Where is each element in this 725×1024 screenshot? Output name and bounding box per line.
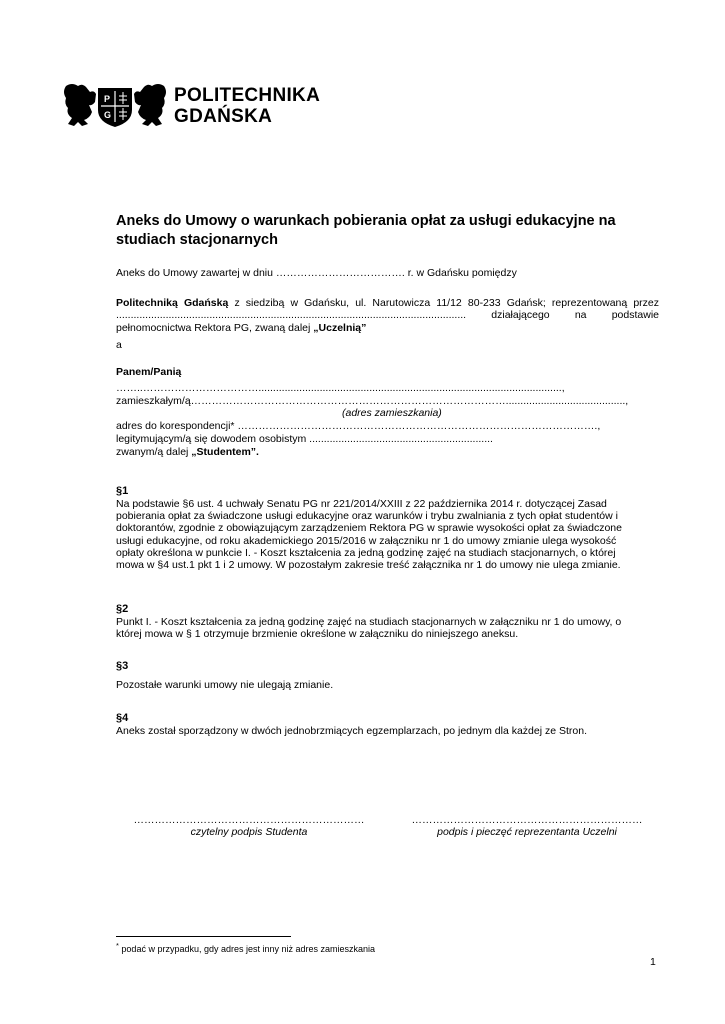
party1-line3 — [116, 322, 366, 334]
section1-line: opłaty określona w punkcie I. - Koszt kształcenia za jedną godzinę zajęć na studiach stacjonarnych, o której — [116, 546, 616, 559]
section4-body: Aneks został sporządzony w dwóch jednobrzmiących egzemplarzach, po jednym dla każdej ze Stron. — [116, 725, 587, 737]
party1-alias: „Uczelnią” — [313, 322, 367, 334]
section4-heading: §4 — [116, 712, 129, 724]
logo-text — [174, 85, 320, 127]
logo-line1: POLITECHNIKA — [174, 85, 321, 106]
section1-line: usługi edukacyjne, od roku akademickiego 2015/2016 w załączniku nr 1 do umowy zmianie ulega wysokość — [116, 534, 617, 547]
party1-line1-rest: z siedzibą w Gdańsku, ul. Narutowicza 11/12 80-233 Gdańsk; reprezentowaną przez — [228, 297, 659, 309]
student-signature-line: ………………………………………………………… — [133, 814, 365, 826]
party2-alias-line — [116, 446, 259, 458]
party1-line2: ........................................................................................................................ działającego na podstawie — [116, 309, 659, 321]
section3-heading: §3 — [116, 660, 129, 672]
logo-line2: GDAŃSKA — [174, 106, 273, 127]
party1-name: Politechniką Gdańską — [116, 297, 229, 309]
student-signature-label: czytelny podpis Studenta — [190, 826, 308, 838]
footnote-text: podać w przypadku, gdy adres jest inny niż adres zamieszkania — [118, 944, 376, 954]
footnote — [116, 941, 375, 954]
section2-line: Punkt I. - Koszt kształcenia za jedną godzinę zajęć na studiach stacjonarnych w załączniku nr 1 do umowy, o — [116, 616, 622, 628]
section2-line: której mowa w § 1 otrzymuje brzmienie określone w załączniku do niniejszego aneksu. — [116, 628, 519, 641]
party2-name-line: ……..……………………………........................................................................................................, — [116, 382, 565, 394]
intro-line: Aneks do Umowy zawartej w dniu ………………………………. r. w Gdańsku pomiędzy — [116, 267, 517, 279]
university-signature-line: ………………………………………………………… — [411, 814, 643, 826]
party1-line3-pre: pełnomocnictwa Rektora PG, zwaną dalej — [116, 322, 314, 334]
footnote-separator — [116, 936, 291, 937]
section2-heading: §2 — [116, 603, 129, 615]
page-number: 1 — [650, 956, 656, 968]
university-signature-label: podpis i pieczęć reprezentanta Uczelni — [437, 826, 617, 838]
svg-text:P: P — [104, 94, 111, 104]
footnote-mark: * — [116, 941, 119, 950]
section1-body — [116, 498, 656, 571]
section1-line: pobierania opłat za świadczone usługi edukacyjne oraz warunków i trybu zwalniania z tych opłat studentów i — [116, 510, 618, 523]
party1-line1 — [116, 297, 659, 309]
id-line: legitymującym/ą się dowodem osobistym ............................................................... — [116, 433, 493, 445]
address-caption: (adres zamieszkania) — [342, 407, 442, 419]
section1-heading: §1 — [116, 485, 129, 497]
party2-address-line: zamieszkałym/ą………………………………………………………………………………........................................., — [116, 395, 629, 407]
section3-body: Pozostałe warunki umowy nie ulegają zmianie. — [116, 679, 334, 691]
section2-body — [116, 616, 656, 640]
section1-line: Na podstawie §6 ust. 4 uchwały Senatu PG nr 221/2014/XXIII z 22 października 2014 r. dotyczącej Zasad — [116, 498, 607, 510]
party2-heading: Panem/Panią — [116, 366, 182, 378]
pg-emblem-icon — [62, 80, 168, 135]
correspondence-line: adres do korespondencji* …………………………………………………………………………………………., — [116, 420, 601, 432]
section1-line: mowa w §4 ust.1 pkt 1 i 2 umowy. W pozostałym zakresie treść załącznika nr 1 do umowy nie ulega zmianie. — [116, 559, 621, 572]
party2-alias: „Studentem”. — [191, 446, 259, 458]
and-word: a — [116, 339, 122, 351]
party2-alias-pre: zwanym/ą dalej — [116, 446, 192, 458]
svg-text:G: G — [104, 110, 112, 120]
section1-line: doktorantów, zgodnie z obowiązującym zarządzeniem Rektora PG w sprawie wysokości opłat za świadczone — [116, 522, 622, 535]
document-title: Aneks do Umowy o warunkach pobierania opłat za usługi edukacyjne na studiach stacjonarnych — [116, 213, 616, 248]
